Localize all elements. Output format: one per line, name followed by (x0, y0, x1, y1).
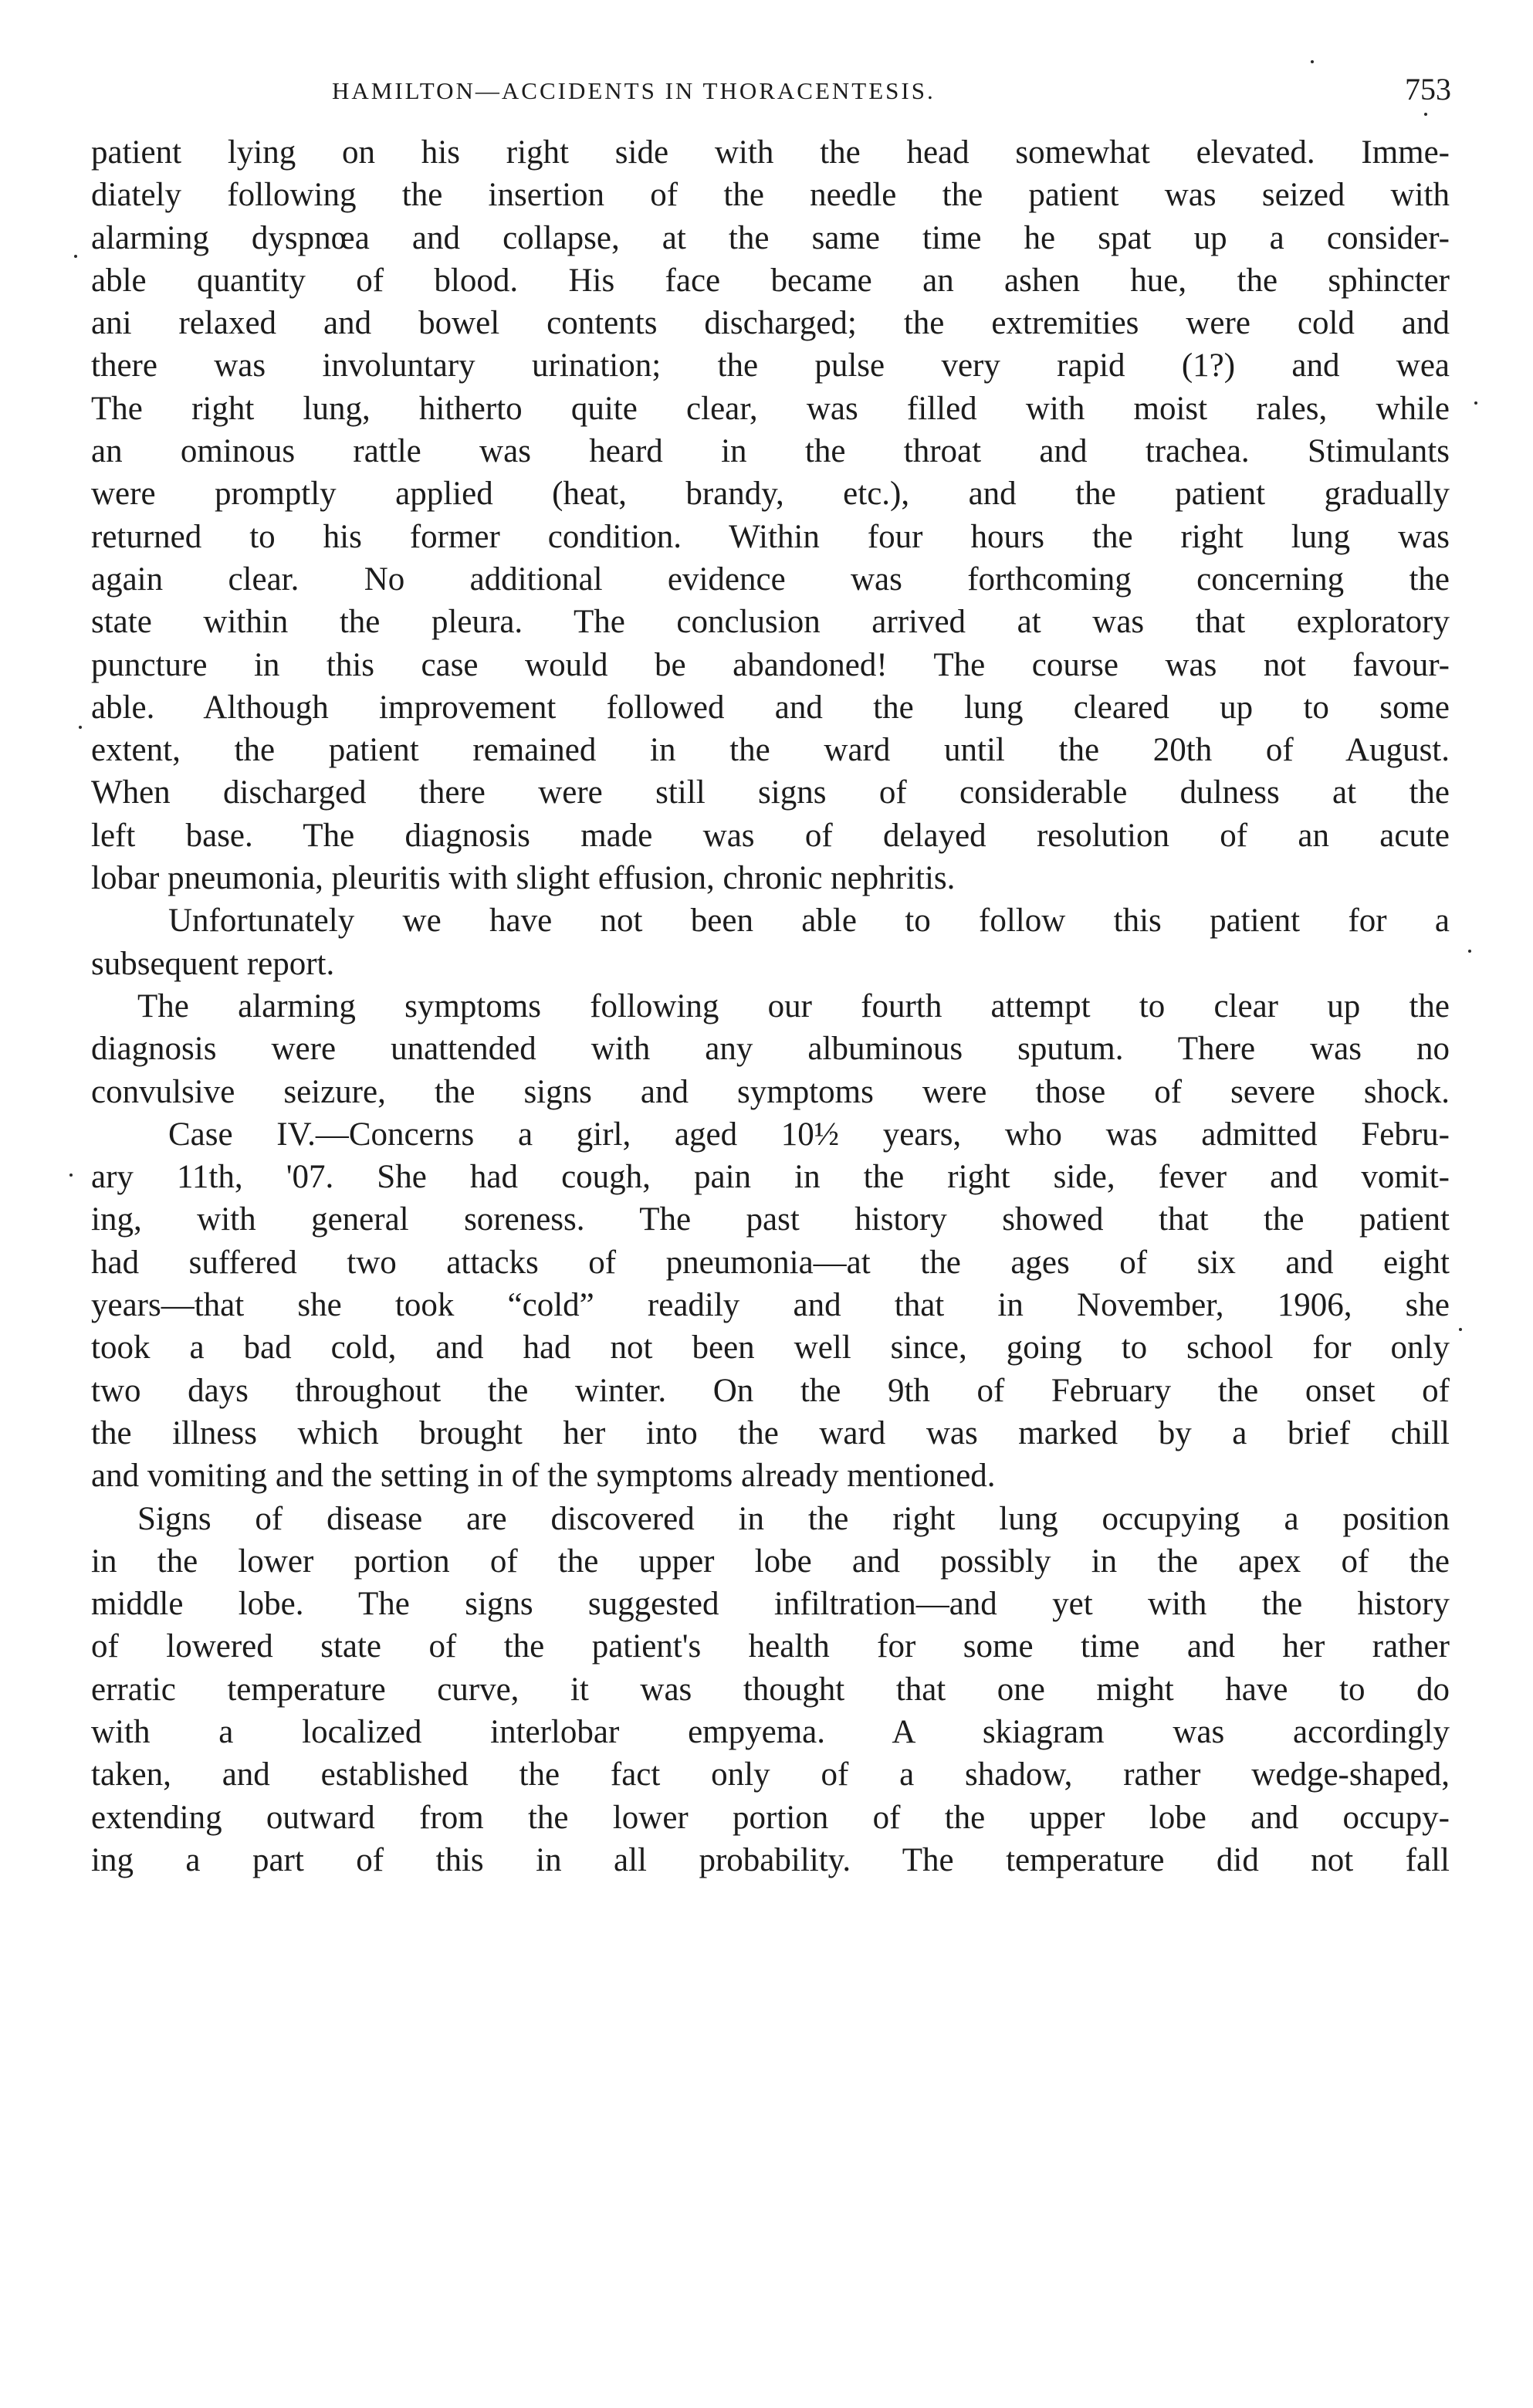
page-header (100, 71, 1459, 117)
text-line: were promptly applied (heat, brandy, etc.), and the patient gradually (91, 476, 1450, 513)
running-head: HAMILTON—ACCIDENTS IN THORACENTESIS. (332, 77, 936, 104)
scan-speck (1468, 950, 1471, 953)
text-line: had suffered two attacks of pneumonia—at the ages of six and eight (91, 1244, 1450, 1281)
text-line: years—that she took “cold” readily and that in November, 1906, she (91, 1287, 1450, 1324)
text-line: lobar pneumonia, pleuritis with slight effusion, chronic nephritis. (91, 860, 956, 897)
text-line: extent, the patient remained in the ward until the 20th of August. (91, 732, 1450, 769)
scan-speck (1424, 113, 1427, 116)
text-line: convulsive seizure, the signs and symptoms were those of severe shock. (91, 1073, 1450, 1110)
text-line: returned to his former condition. Within four hours the right lung was (91, 518, 1450, 555)
text-line: Case IV.—Concerns a girl, aged 10½ years, who was admitted Febru- (168, 1116, 1450, 1153)
text-line: The right lung, hitherto quite clear, was filled with moist rales, while (91, 390, 1450, 427)
text-line: diately following the insertion of the needle the patient was seized with (91, 177, 1450, 214)
text-line: and vomiting and the setting in of the symptoms already mentioned. (91, 1458, 996, 1495)
text-line: ing a part of this in all probability. The temperature did not fall (91, 1841, 1450, 1878)
text-line: there was involuntary urination; the pulse very rapid (1?) and wea (91, 347, 1450, 384)
text-line: in the lower portion of the upper lobe and possibly in the apex of the (91, 1543, 1450, 1580)
text-line: ani relaxed and bowel contents discharged; the extremities were cold and (91, 305, 1450, 342)
text-line: erratic temperature curve, it was thought that one might have to do (91, 1671, 1450, 1708)
scan-speck (69, 1174, 73, 1177)
text-line: with a localized interlobar empyema. A skiagram was accordingly (91, 1713, 1450, 1750)
text-line: ing, with general soreness. The past history showed that the patient (91, 1201, 1450, 1238)
text-line: taken, and established the fact only of a shadow, rather wedge-shaped, (91, 1756, 1450, 1793)
text-line: subsequent report. (91, 945, 335, 982)
text-line: state within the pleura. The conclusion arrived at was that exploratory (91, 604, 1450, 641)
scan-speck (1474, 401, 1477, 405)
text-line: again clear. No additional evidence was forthcoming concerning the (91, 561, 1450, 598)
scan-speck (74, 255, 77, 258)
text-line: extending outward from the lower portion of the upper lobe and occupy- (91, 1799, 1450, 1836)
text-line: able. Although improvement followed and the lung cleared up to some (91, 689, 1450, 726)
text-line: the illness which brought her into the ward was marked by a brief chill (91, 1414, 1450, 1451)
page-number: 753 (1405, 72, 1451, 107)
text-line: middle lobe. The signs suggested infiltration—and yet with the history (91, 1586, 1450, 1623)
text-line: two days throughout the winter. On the 9th of February the onset of (91, 1372, 1450, 1409)
text-line: When discharged there were still signs of considerable dulness at the (91, 774, 1450, 811)
text-line: took a bad cold, and had not been well since, going to school for only (91, 1329, 1450, 1367)
text-line: Unfortunately we have not been able to follow this patient for a (168, 903, 1450, 940)
scan-speck (1459, 1328, 1462, 1331)
text-line: patient lying on his right side with the head somewhat elevated. Imme- (91, 134, 1450, 171)
text-line: puncture in this case would be abandoned! The course was not favour- (91, 646, 1450, 683)
scan-speck (1311, 60, 1314, 63)
text-line: ary 11th, '07. She had cough, pain in the right side, fever and vomit- (91, 1159, 1450, 1196)
text-line: of lowered state of the patient's health for some time and her rather (91, 1628, 1450, 1665)
text-line: an ominous rattle was heard in the throat and trachea. Stimulants (91, 433, 1450, 470)
text-line: The alarming symptoms following our fourth attempt to clear up the (137, 987, 1450, 1025)
text-line: able quantity of blood. His face became an ashen hue, the sphincter (91, 262, 1450, 299)
text-line: alarming dyspnœa and collapse, at the same time he spat up a consider- (91, 219, 1450, 256)
text-line: diagnosis were unattended with any albuminous sputum. There was no (91, 1031, 1450, 1068)
scan-speck (79, 726, 82, 729)
body-text (91, 131, 1450, 1881)
text-line: Signs of disease are discovered in the right lung occupying a position (137, 1500, 1450, 1537)
text-line: left base. The diagnosis made was of delayed resolution of an acute (91, 817, 1450, 854)
